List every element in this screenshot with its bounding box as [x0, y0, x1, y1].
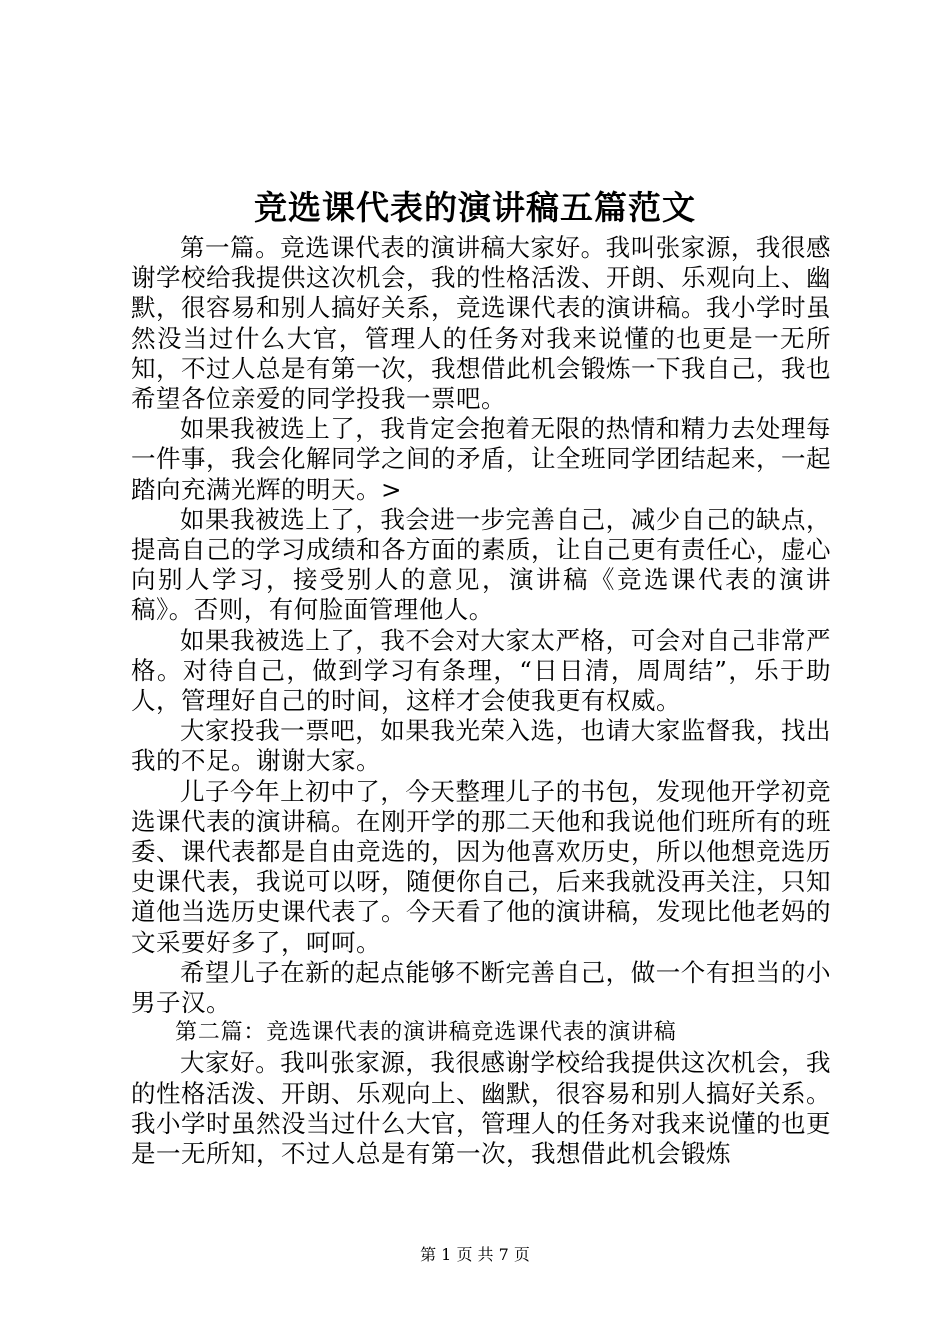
paragraph-7: 希望儿子在新的起点能够不断完善自己，做一个有担当的小男子汉。	[131, 957, 831, 1018]
paragraph-4: 如果我被选上了，我不会对大家太严格，可会对自己非常严格。对待自己，做到学习有条理，“日日清，周周结”，乐于助人，管理好自己的时间，这样才会使我更有权威。	[131, 625, 831, 716]
paragraph-5: 大家投我一票吧，如果我光荣入选，也请大家监督我，找出我的不足。谢谢大家。	[131, 716, 831, 776]
page-number-footer: 第 1 页 共 7 页	[420, 1245, 530, 1264]
document-body	[131, 233, 831, 1169]
paragraph-6: 儿子今年上初中了，今天整理儿子的书包，发现他开学初竞选课代表的演讲稿。在刚开学的那二天他和我说他们班所有的班委、课代表都是自由竞选的，因为他喜欢历史，所以他想竞选历史课代表，我说可以呀，随便你自己，后来我就没再关注，只知道他当选历史课代表了。今天看了他的演讲稿，发现比他老妈的文采要好多了，呵呵。	[131, 776, 831, 957]
paragraph-9: 大家好。我叫张家源，我很感谢学校给我提供这次机会，我的性格活泼、开朗、乐观向上、幽默，很容易和别人搞好关系。我小学时虽然没当过什么大官，管理人的任务对我来说懂的也更是一无所知，不过人总是有第一次，我想借此机会锻炼	[131, 1048, 831, 1169]
section-heading-2: 第二篇：竞选课代表的演讲稿竞选课代表的演讲稿	[175, 1020, 677, 1046]
paragraph-2: 如果我被选上了，我肯定会抱着无限的热情和精力去处理每一件事，我会化解同学之间的矛盾，让全班同学团结起来，一起踏向充满光辉的明天。>	[131, 414, 831, 504]
paragraph-1: 第一篇。竞选课代表的演讲稿大家好。我叫张家源，我很感谢学校给我提供这次机会，我的性格活泼、开朗、乐观向上、幽默，很容易和别人搞好关系，竞选课代表的演讲稿。我小学时虽然没当过什么大官，管理人的任务对我来说懂的也更是一无所知，不过人总是有第一次，我想借此机会锻炼一下我自己，我也希望各位亲爱的同学投我一票吧。	[131, 233, 831, 414]
document-title: 竞选课代表的演讲稿五篇范文	[254, 188, 696, 227]
paragraph-3: 如果我被选上了，我会进一步完善自己，减少自己的缺点，提高自己的学习成绩和各方面的素质，让自己更有责任心，虚心向别人学习，接受别人的意见，演讲稿《竞选课代表的演讲稿》。否则，有何脸面管理他人。	[131, 504, 831, 625]
